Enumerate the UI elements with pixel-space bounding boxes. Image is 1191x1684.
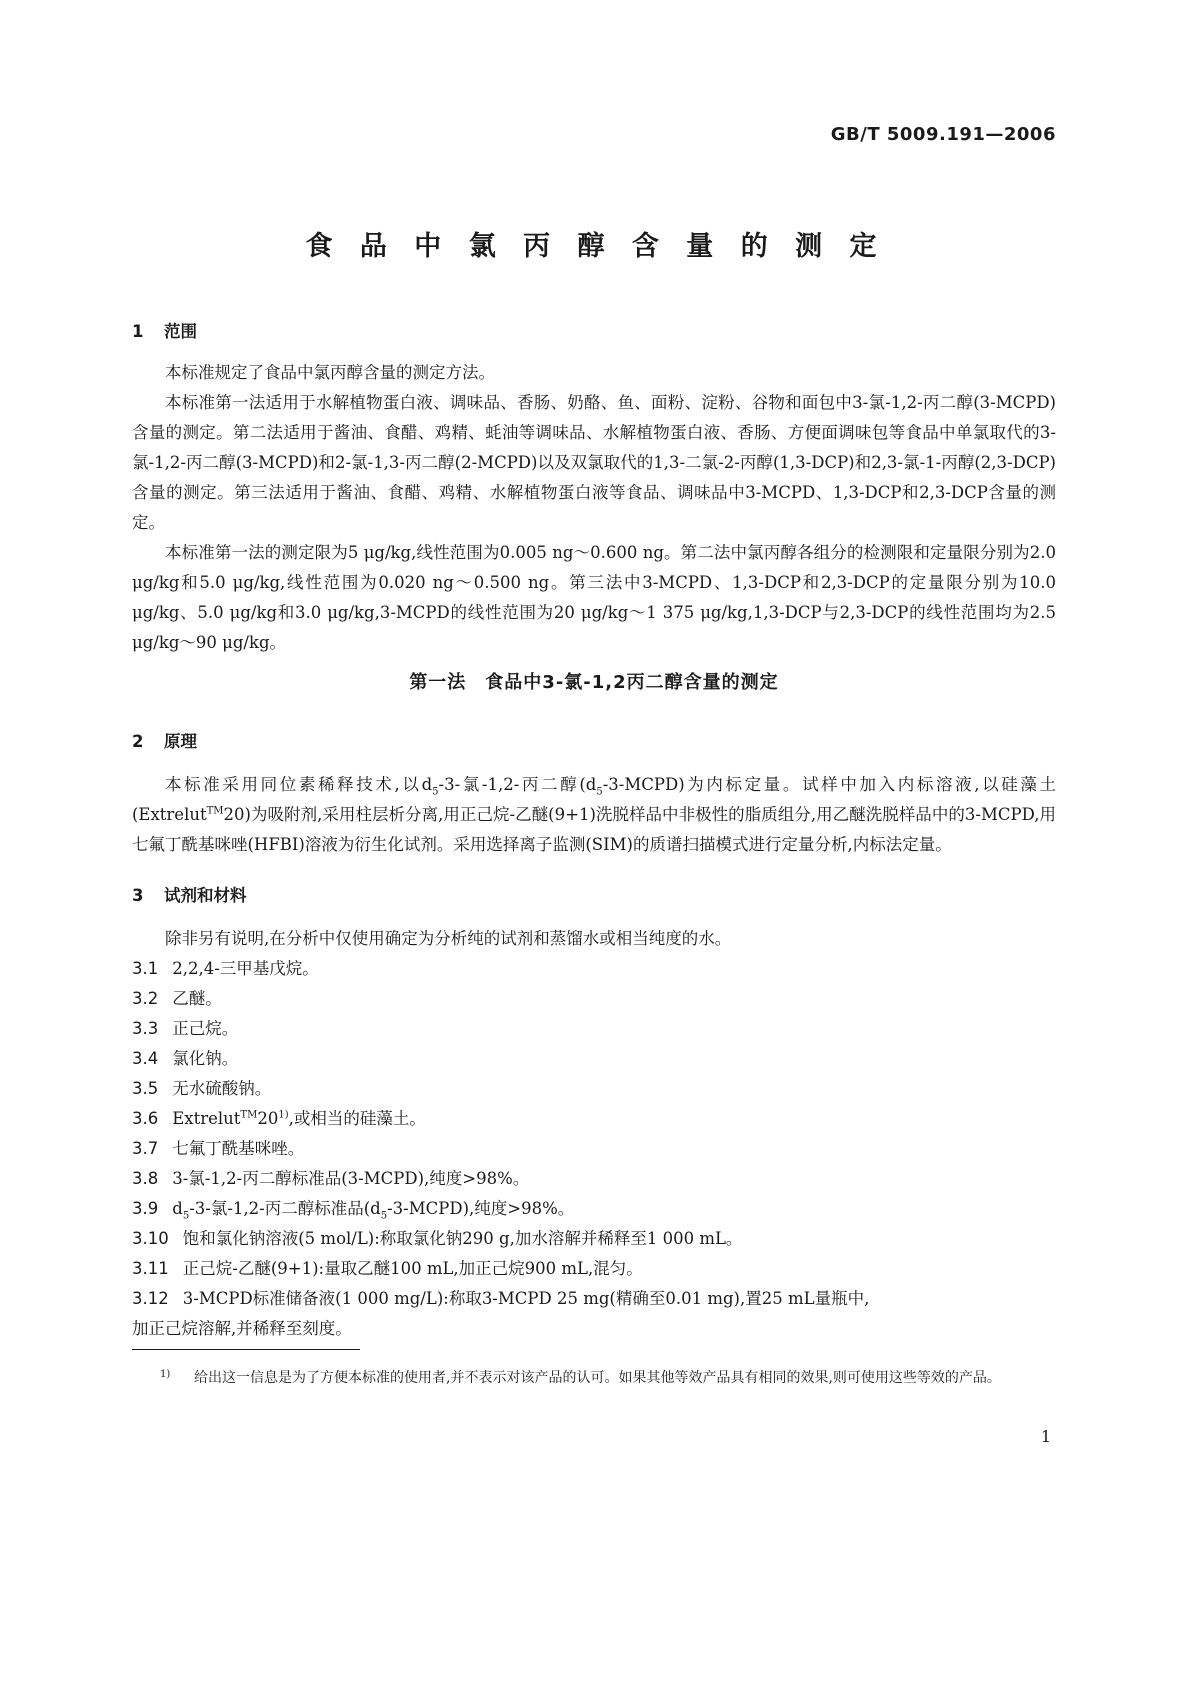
item-text: ,或相当的硅藻土。 [288,1109,426,1128]
item-number: 3.3 [132,1019,159,1038]
item-number: 3.9 [132,1199,159,1218]
paragraph: 本标准第一法适用于水解植物蛋白液、调味品、香肠、奶酪、鱼、面粉、淀粉、谷物和面包中3-氯-1,2-丙二醇(3-MCPD)含量的测定。第二法适用于酱油、食醋、鸡精、蚝油等调味品、水解植物蛋白液、香肠、方便面调味包等食品中单氯取代的3-氯-1,2-丙二醇(3-MCPD)和2-氯-1,3-丙二醇(2-MCPD)以及双氯取代的1,3-二氯-2-丙醇(1,3-DCP)和2,3-氯-1-丙醇(2,3-DCP)含量的测定。第三法适用于酱油、食醋、鸡精、水解植物蛋白液等食品、调味品中3-MCPD、1,3-DCP和2,3-DCP含量的测定。 [132,393,1056,532]
section-title: 试剂和材料 [164,886,247,905]
footnote-text: 给出这一信息是为了方便本标准的使用者,并不表示对该产品的认可。如果其他等效产品具有相同的效果,则可使用这些等效的产品。 [194,1370,1001,1386]
list-item [132,1284,1056,1314]
list-item [132,1044,1056,1074]
item-number: 3.7 [132,1139,159,1158]
standard-code: GB/T 5009.191—2006 [830,124,1056,145]
section-number: 2 [132,732,144,751]
footnote-divider [132,1349,360,1350]
item-text: 3-氯-1,2-丙二醇标准品(3-MCPD),纯度>98%。 [172,1169,530,1188]
list-item [132,1194,1056,1224]
subscript: 5 [432,786,439,798]
item-text: 正己烷。 [172,1019,239,1038]
text-run: 本标准采用同位素稀释技术,以d [165,775,433,794]
superscript: TM [240,1109,258,1121]
list-item [132,954,1056,984]
list-item [132,984,1056,1014]
list-item [132,1134,1056,1164]
item-number: 3.8 [132,1169,159,1188]
section-title: 原理 [164,732,197,751]
item-text: 饱和氯化钠溶液(5 mol/L):称取氯化钠290 g,加水溶解并稀释至1 000 mL。 [182,1229,743,1248]
paragraph: 除非另有说明,在分析中仅使用确定为分析纯的试剂和蒸馏水或相当纯度的水。 [165,929,732,948]
item-text: d [172,1199,183,1218]
page-number: 1 [1040,1427,1051,1446]
item-number: 3.10 [132,1229,169,1248]
item-number: 3.2 [132,989,159,1008]
item-text: 乙醚。 [172,989,222,1008]
list-item-continuation: 加正己烷溶解,并稀释至刻度。 [132,1319,352,1338]
item-text: 20 [257,1109,279,1128]
paragraph: 本标准规定了食品中氯丙醇含量的测定方法。 [165,363,495,382]
item-text: 3-MCPD标准储备液(1 000 mg/L):称取3-MCPD 25 mg(精确至0.01 mg),置25 mL量瓶中, [182,1289,870,1308]
subscript: 5 [380,1210,388,1222]
item-text: Extrelut [172,1109,241,1128]
superscript: TM [206,805,224,817]
section-number: 1 [132,322,144,341]
section-heading-scope [132,318,1056,342]
method-title: 第一法 食品中3-氯-1,2丙二醇含量的测定 [409,672,779,693]
footnote [160,1365,1040,1392]
footnote-ref: 1) [278,1109,289,1121]
paragraph [132,770,1056,860]
subscript: 5 [182,1210,190,1222]
list-item [132,1254,1056,1284]
item-number: 3.11 [132,1259,169,1278]
section-heading-reagents [132,882,1056,906]
item-number: 3.6 [132,1109,159,1128]
item-text: 氯化钠。 [172,1049,239,1068]
text-run: -3-MCPD)为内标定量。试样中加入内标溶液,以硅藻土(Extrelut [132,775,1057,824]
section-title: 范围 [164,322,197,341]
item-text: -3-氯-1,2-丙二醇标准品(d [189,1199,381,1218]
footnote-mark: 1) [160,1369,171,1380]
item-text: 无水硫酸钠。 [172,1079,272,1098]
list-item [132,1104,1056,1134]
item-text: 正己烷-乙醚(9+1):量取乙醚100 mL,加正己烷900 mL,混匀。 [182,1259,643,1278]
item-text: 2,2,4-三甲基戊烷。 [172,959,319,978]
document-body [132,318,1056,1344]
item-number: 3.5 [132,1079,159,1098]
list-item [132,1164,1056,1194]
item-number: 3.1 [132,959,159,978]
list-item [132,1014,1056,1044]
subscript: 5 [596,786,603,798]
item-number: 3.12 [132,1289,169,1308]
paragraph: 本标准第一法的测定限为5 μg/kg,线性范围为0.005 ng～0.600 ng。第二法中氯丙醇各组分的检测限和定量限分别为2.0 μg/kg和5.0 μg/kg,线性范围为0.020 ng～0.500 ng。第三法中3-MCPD、1,3-DCP和2,3-DCP的定量限分别为10.0 μg/kg、5.0 μg/kg和3.0 μg/kg,3-MCPD的线性范围为20 μg/kg～1 375 μg/kg,1,3-DCP与2,3-DCP的线性范围均为2.5 μg/kg～90 μg/kg。 [132,543,1056,652]
list-item [132,1224,1056,1254]
document-title: 食 品 中 氯 丙 醇 含 量 的 测 定 [305,231,886,262]
text-run: 20)为吸附剂,采用柱层析分离,用正己烷-乙醚(9+1)洗脱样品中非极性的脂质组分,用乙醚洗脱样品中的3-MCPD,用七氟丁酰基咪唑(HFBI)溶液为衍生化试剂。采用选择离子监测(SIM)的质谱扫描模式进行定量分析,内标法定量。 [132,805,1056,854]
item-text: 七氟丁酰基咪唑。 [172,1139,305,1158]
item-number: 3.4 [132,1049,159,1068]
section-number: 3 [132,886,144,905]
item-text: -3-MCPD),纯度>98%。 [387,1199,575,1218]
list-item [132,1074,1056,1104]
text-run: -3-氯-1,2-丙二醇(d [438,775,597,794]
section-heading-principle [132,728,1056,752]
